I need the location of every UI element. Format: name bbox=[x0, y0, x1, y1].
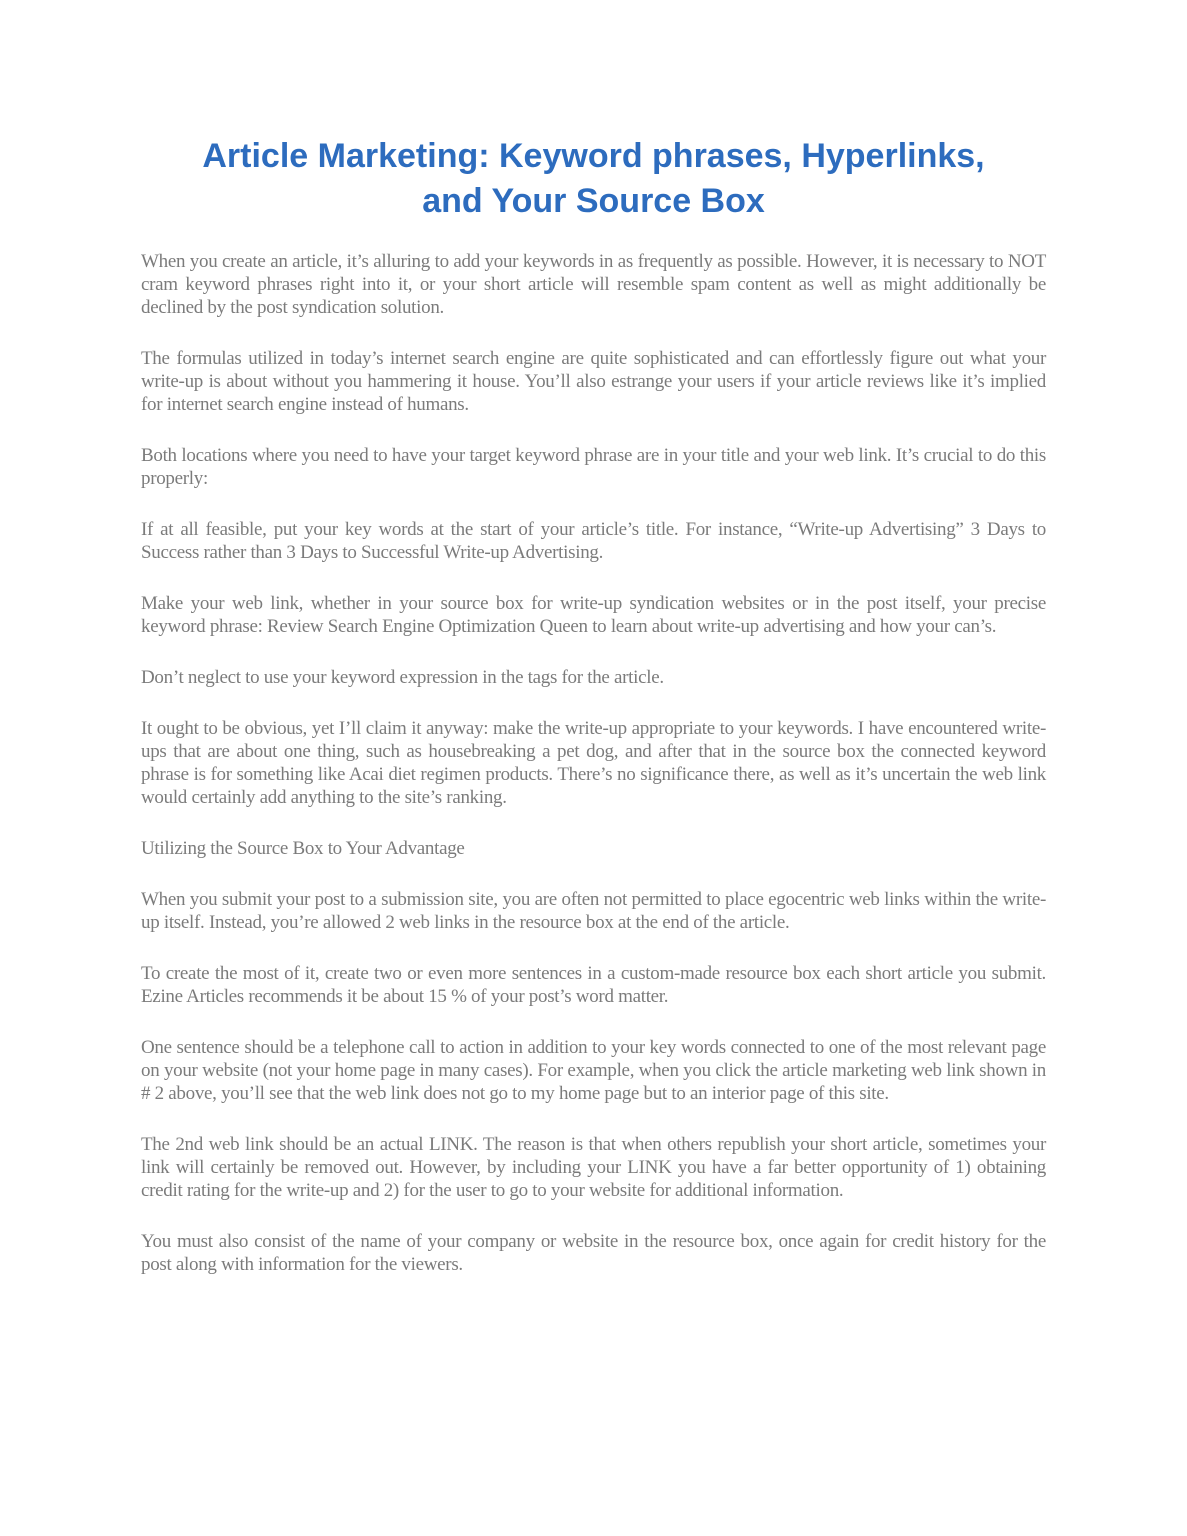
article-paragraph: You must also consist of the name of your company or website in the resource box, once again for credit history for the post along with information for the viewers. bbox=[141, 1231, 1046, 1275]
page-title-line-1: Article Marketing: Keyword phrases, Hyperlinks, bbox=[202, 137, 985, 175]
article-paragraph-subheading: Utilizing the Source Box to Your Advantage bbox=[141, 838, 465, 859]
article-paragraph: To create the most of it, create two or even more sentences in a custom-made resource box each short article you submit. Ezine Articles recommends it be about 15 % of your post’s word matter. bbox=[141, 963, 1046, 1007]
article-body bbox=[141, 250, 1046, 1276]
article-paragraph: The formulas utilized in today’s internet search engine are quite sophisticated and can effortlessly figure out what your write-up is about without you hammering it house. You’ll also estrange your users if your article reviews like it’s implied for internet search engine instead of humans. bbox=[141, 348, 1046, 415]
page-title bbox=[141, 134, 1046, 224]
article-paragraph: If at all feasible, put your key words at the start of your article’s title. For instance, “Write-up Advertising” 3 Days to Success rather than 3 Days to Successful Write-up Advertising. bbox=[141, 519, 1046, 563]
article-paragraph: When you submit your post to a submission site, you are often not permitted to place egocentric web links within the write-up itself. Instead, you’re allowed 2 web links in the resource box at the end of the article. bbox=[141, 889, 1046, 933]
article-paragraph: The 2nd web link should be an actual LINK. The reason is that when others republish your short article, sometimes your link will certainly be removed out. However, by including your LINK you have a far better opportunity of 1) obtaining credit rating for the write-up and 2) for the user to go to your website for additional information. bbox=[141, 1134, 1046, 1201]
page-title-line-2: and Your Source Box bbox=[422, 182, 765, 220]
article-paragraph: Make your web link, whether in your source box for write-up syndication websites or in the post itself, your precise keyword phrase: Review Search Engine Optimization Queen to learn about write-up advertising and how your can’s. bbox=[141, 593, 1046, 637]
article-paragraph: Both locations where you need to have your target keyword phrase are in your title and your web link. It’s crucial to do this properly: bbox=[141, 445, 1046, 489]
article-paragraph: Don’t neglect to use your keyword expression in the tags for the article. bbox=[141, 667, 664, 688]
article-paragraph: When you create an article, it’s alluring to add your keywords in as frequently as possible. However, it is necessary to NOT cram keyword phrases right into it, or your short article will resemble spam content as well as might additionally be declined by the post syndication solution. bbox=[141, 251, 1046, 318]
article-paragraph: One sentence should be a telephone call to action in addition to your key words connected to one of the most relevant page on your website (not your home page in many cases). For example, when you click the article marketing web link shown in # 2 above, you’ll see that the web link does not go to my home page but to an interior page of this site. bbox=[141, 1037, 1046, 1104]
article-paragraph: It ought to be obvious, yet I’ll claim it anyway: make the write-up appropriate to your keywords. I have encountered write-ups that are about one thing, such as housebreaking a pet dog, and after that in the source box the connected keyword phrase is for something like Acai diet regimen products. There’s no significance there, as well as it’s uncertain the web link would certainly add anything to the site’s ranking. bbox=[141, 718, 1046, 808]
